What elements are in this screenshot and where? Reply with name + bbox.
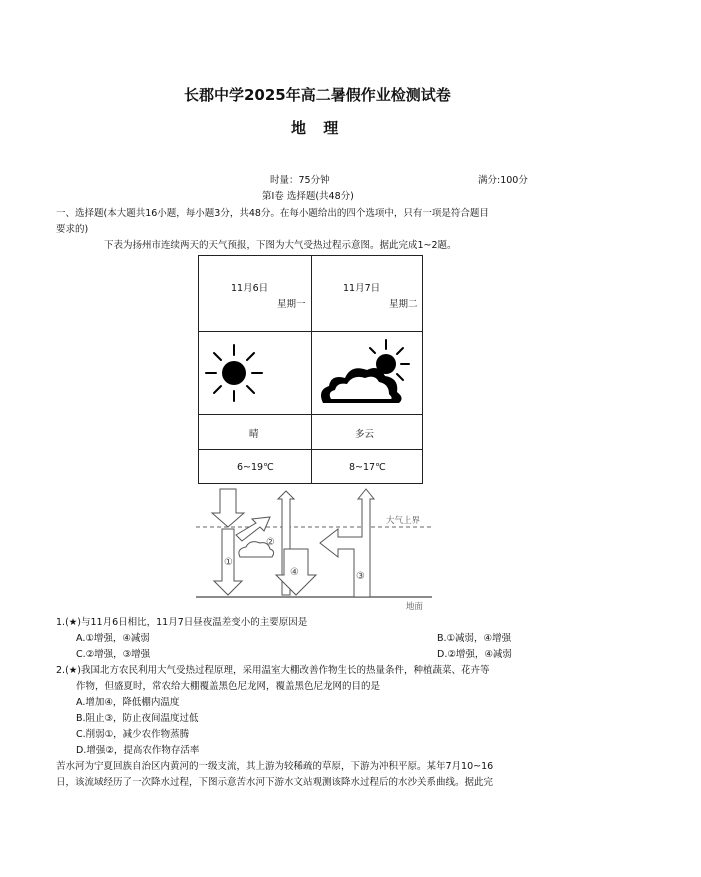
label-n3: ③	[356, 571, 365, 582]
cloudy-icon	[313, 336, 423, 411]
score-label: 满分:100分	[478, 175, 528, 186]
question-1-option-a: A.①增强，④减弱	[76, 633, 150, 644]
label-ground: 地面	[406, 602, 424, 612]
day2-weekday: 星期二	[389, 299, 418, 310]
question-2-option-d: D.增强②，提高农作物存活率	[76, 745, 200, 756]
label-n2: ②	[266, 537, 275, 548]
label-n1: ①	[224, 557, 233, 568]
question-2-option-c: C.削弱①，减少农作物蒸腾	[76, 729, 190, 740]
day1-date: 11月6日	[231, 283, 269, 294]
table-divider	[199, 449, 422, 450]
diagram-drawing	[196, 485, 436, 615]
day1-weekday: 星期一	[277, 299, 306, 310]
question-2-stem-line2: 作物，但盛夏时，常农给大棚覆盖黑色尼龙网，覆盖黑色尼龙网的目的是	[76, 681, 381, 692]
question-1-option-c: C.②增强，③增强	[76, 649, 151, 660]
passage-line1: 苦水河为宁夏回族自治区内黄河的一级支流，其上游为较稀疏的草原，下游为冲积平原。某年7月10~16	[56, 761, 494, 772]
exam-title: 长郡中学2025年高二暑假作业检测试卷	[184, 86, 451, 104]
day1-temp: 6~19℃	[237, 462, 274, 473]
day1-weather: 晴	[249, 429, 259, 440]
subject-title: 地 理	[291, 119, 345, 137]
question-1-option-b: B.①减弱，④增强	[437, 633, 512, 644]
table-divider	[199, 414, 422, 415]
day2-temp: 8~17℃	[349, 462, 386, 473]
intro-text: 下表为扬州市连续两天的天气预报，下图为大气受热过程示意图。据此完成1~2题。	[104, 240, 457, 251]
question-2-stem-line1: 2.(★)我国北方农民利用大气受热过程原理，采用温室大棚改善作物生长的热量条件，种植蔬菜、花卉等	[56, 665, 490, 676]
label-atmosphere-top: 大气上界	[386, 516, 421, 526]
passage-line2: 日，该流域经历了一次降水过程，下图示意苦水河下游水文站观测该降水过程后的水沙关系曲线。据此完	[56, 777, 494, 788]
question-2-option-a: A.增加④，降低棚内温度	[76, 697, 180, 708]
instructions-line1: 一、选择题(本大题共16小题，每小题3分，共48分。在每小题给出的四个选项中，只有一项是符合题目	[56, 208, 489, 219]
question-1-option-d: D.②增强，④减弱	[437, 649, 512, 660]
question-2-option-b: B.阻止③，防止夜间温度过低	[76, 713, 199, 724]
sun-icon	[201, 338, 271, 408]
table-divider	[199, 331, 422, 332]
label-n4: ④	[290, 567, 299, 578]
weather-table	[198, 255, 423, 484]
day2-date: 11月7日	[343, 283, 381, 294]
time-label: 时量：75分钟	[270, 175, 330, 186]
heating-process-diagram	[196, 485, 436, 615]
day2-weather: 多云	[355, 429, 375, 440]
question-1-stem: 1.(★)与11月6日相比，11月7日昼夜温差变小的主要原因是	[56, 617, 308, 628]
instructions-line2: 要求的)	[56, 224, 89, 235]
section-title: 第Ⅰ卷 选择题(共48分)	[262, 191, 354, 202]
